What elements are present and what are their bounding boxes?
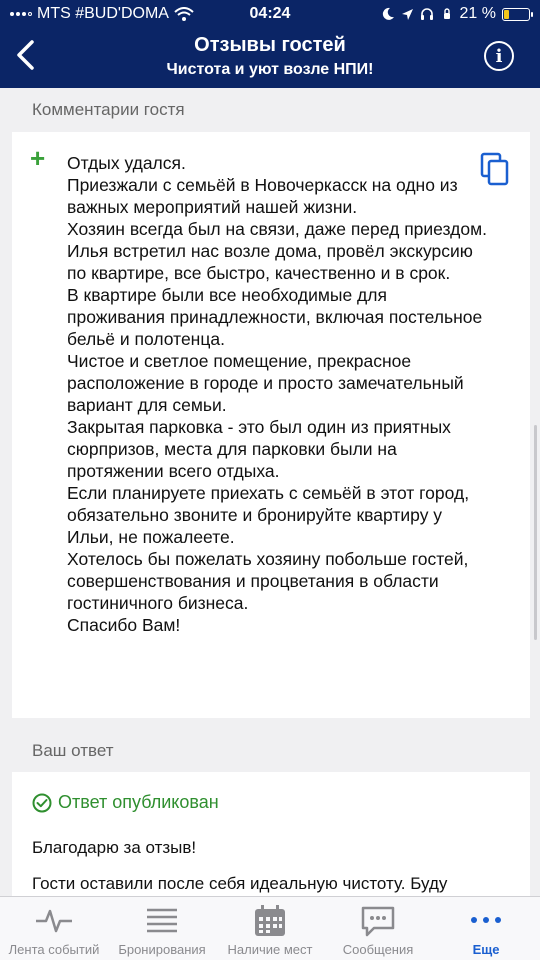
guest-comment-text xyxy=(67,152,487,636)
battery-percent: 21 % xyxy=(459,5,496,22)
tab-bar xyxy=(0,896,540,960)
tab-label: Наличие мест xyxy=(227,942,313,957)
location-icon xyxy=(401,8,414,21)
scrollbar[interactable] xyxy=(534,425,537,640)
navigation-bar xyxy=(0,0,540,88)
positive-marker-icon: + xyxy=(30,143,46,173)
comment-line: Хозяин всегда был на связи, даже перед приездом. Илья встретил нас возле дома, провёл экскурсию по квартире, все быстро, качественно и в срок. xyxy=(67,219,487,283)
tab-events-feed[interactable] xyxy=(0,897,108,960)
lock-rotation-icon xyxy=(440,7,454,21)
reply-text-line: Благодарю за отзыв! xyxy=(32,838,197,857)
page-title: Отзывы гостей xyxy=(194,34,346,56)
tab-label: Лента событий xyxy=(8,942,100,957)
check-circle-icon xyxy=(32,793,52,813)
tab-label: Сообщения xyxy=(342,942,414,957)
more-icon xyxy=(468,905,504,935)
status-right-group xyxy=(381,5,530,23)
page-subtitle: Чистота и уют возле НПИ! xyxy=(166,61,374,78)
comment-line: Отдых удался. xyxy=(67,153,186,173)
reply-status xyxy=(32,792,219,813)
info-button[interactable] xyxy=(484,41,514,71)
tab-messages[interactable] xyxy=(324,897,432,960)
comment-line: В квартире были все необходимые для проживания принадлежности, включая постельное бельё и полотенца. xyxy=(67,285,483,349)
status-time: 04:24 xyxy=(249,5,291,22)
pulse-icon xyxy=(34,905,74,935)
carrier-name: MTS #BUD'DOMA xyxy=(37,5,169,22)
comment-line: Если планируете приехать с семьёй в этот город, обязательно звоните и бронируйте квартиру у Ильи, не пожалеете. xyxy=(67,483,470,547)
guest-comment-section-label: Комментарии гостя xyxy=(32,100,185,119)
comment-line: Спасибо Вам! xyxy=(67,615,181,635)
reply-text-line: Гости оставили после себя идеальную чистоту. Буду xyxy=(32,874,448,893)
tab-bookings[interactable] xyxy=(108,897,216,960)
comment-line: Хотелось бы пожелать хозяину побольше гостей, совершенствования и процветания в области гостиничного бизнеса. xyxy=(67,549,469,613)
list-icon xyxy=(145,905,179,935)
battery-fill xyxy=(504,10,509,19)
comment-line: Закрытая парковка - это был один из приятных сюрпризов, места для парковки были на протяжении всего отдыха. xyxy=(67,417,451,481)
status-bar xyxy=(0,0,540,30)
tab-label: Бронирования xyxy=(118,942,206,957)
battery-icon xyxy=(502,8,530,21)
tab-availability[interactable] xyxy=(216,897,324,960)
reply-section-label: Ваш ответ xyxy=(32,741,114,760)
reply-status-label: Ответ опубликован xyxy=(58,792,219,812)
tab-more[interactable] xyxy=(432,897,540,960)
chat-icon xyxy=(360,905,396,937)
back-button[interactable] xyxy=(10,38,44,72)
moon-icon xyxy=(381,7,395,21)
info-icon: i xyxy=(495,45,503,67)
headphones-icon xyxy=(420,7,434,21)
calendar-icon xyxy=(253,905,287,937)
comment-line: Приезжали с семьёй в Новочеркасск на одно из важных мероприятий нашей жизни. xyxy=(67,175,458,217)
comment-line: Чистое и светлое помещение, прекрасное расположение в городе и просто замечательный вариант для семьи. xyxy=(67,351,464,415)
tab-label: Еще xyxy=(472,942,500,957)
